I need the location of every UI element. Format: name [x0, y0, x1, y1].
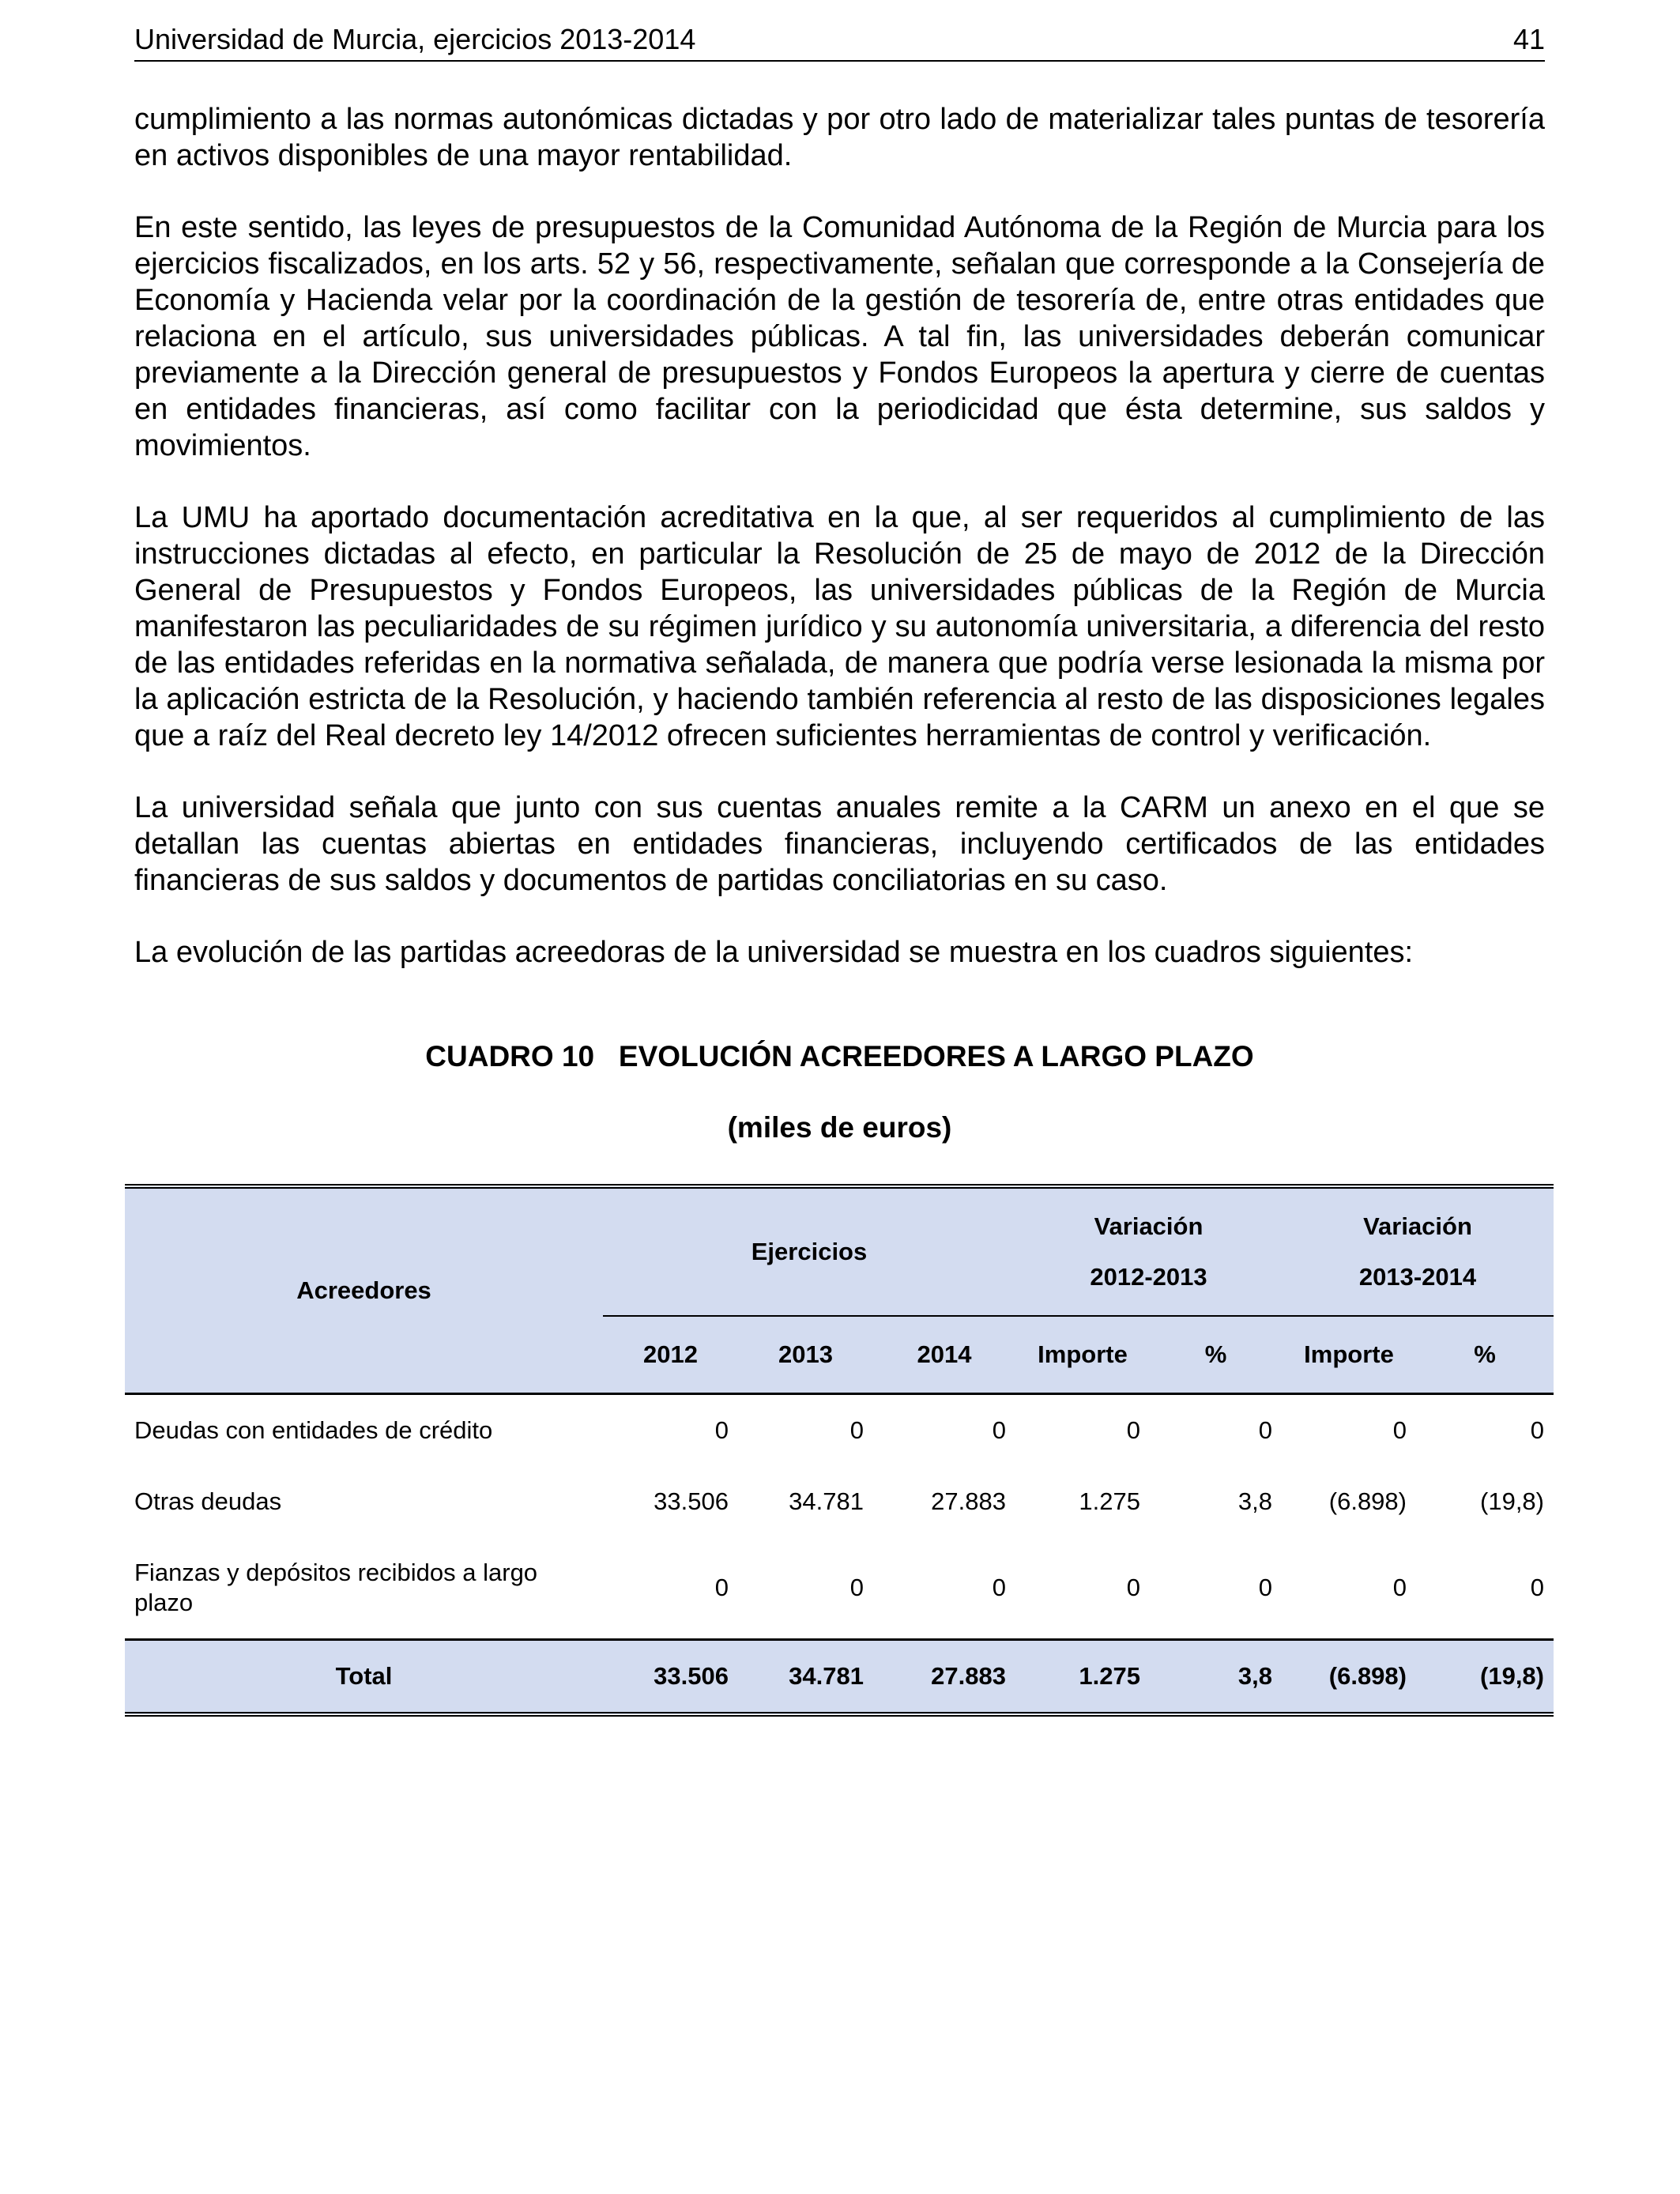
cell: 0	[992, 1574, 1006, 1601]
cell: 27.883	[931, 1487, 1006, 1515]
paragraph: La UMU ha aportado documentación acreditativa en la que, al ser requeridos al cumplimiento de las instrucciones dictadas al efecto, en particular la Resolución de 25 de mayo de 2012 de la Dirección General de Presupuestos y Fondos Europeos, las universidades públicas de la Región de Murcia manifestaron las peculiaridades de su régimen jurídico y su autonomía universitaria, a diferencia del resto de las entidades referidas en la normativa señalada, de manera que podría verse lesionada la misma por la aplicación estricta de la Resolución, y haciendo también referencia al resto de las disposiciones legales que a raíz del Real decreto ley 14/2012 ofrecen suficientes herramientas de control y verificación.	[134, 501, 1545, 752]
header-variacion-2012-2013	[1015, 1186, 1282, 1316]
total-label: Total	[125, 1640, 603, 1715]
cell: (6.898)	[1328, 1487, 1407, 1515]
header-variacion-title: Variación	[1363, 1212, 1472, 1240]
cell: 0	[849, 1574, 864, 1601]
row-label: Fianzas y depósitos recibidos a largo plazo	[134, 1559, 538, 1616]
total-cell: (6.898)	[1282, 1640, 1416, 1715]
header-variacion-period: 2012-2013	[1090, 1263, 1207, 1291]
cell: 0	[714, 1416, 729, 1444]
cell: 3,8	[1237, 1487, 1272, 1515]
page-number: 41	[1512, 23, 1545, 55]
header-title: Universidad de Murcia, ejercicios 2013-2014	[134, 23, 696, 55]
creditors-table	[125, 1184, 1554, 1717]
cell: 0	[1392, 1416, 1407, 1444]
row-label: Otras deudas	[134, 1487, 282, 1515]
col-pct-2: %	[1416, 1316, 1554, 1394]
cell: 34.781	[789, 1487, 864, 1515]
cell: 0	[1530, 1416, 1544, 1444]
cell: 0	[1392, 1574, 1407, 1601]
total-cell: 1.275	[1015, 1640, 1150, 1715]
table-total-row	[125, 1640, 1554, 1715]
cell: 0	[1258, 1416, 1272, 1444]
cell: 0	[1258, 1574, 1272, 1601]
header-acreedores	[125, 1186, 603, 1394]
col-2014: 2014	[873, 1316, 1015, 1394]
header-variacion-period: 2013-2014	[1358, 1263, 1477, 1291]
row-label: Deudas con entidades de crédito	[134, 1416, 493, 1444]
cell: 0	[1530, 1574, 1544, 1601]
cell: 0	[1126, 1416, 1140, 1444]
cell: 0	[849, 1416, 864, 1444]
header-acreedores-label: Acreedores	[296, 1276, 431, 1304]
paragraph: En este sentido, las leyes de presupuestos de la Comunidad Autónoma de la Región de Murcia para los ejercicios fiscalizados, en los arts. 52 y 56, respectivamente, señalan que corresponde a la Consejería de Economía y Hacienda velar por la coordinación de la gestión de tesorería de, entre otras entidades que relaciona en el artículo, sus universidades públicas. A tal fin, las universidades deberán comunicar previamente a la Dirección general de presupuestos y Fondos Europeos la apertura y cierre de cuentas en entidades financieras, así como facilitar con la periodicidad que ésta determine, sus saldos y movimientos.	[134, 211, 1545, 462]
col-pct-1: %	[1150, 1316, 1282, 1394]
cell: 0	[1126, 1574, 1140, 1601]
col-importe-1: Importe	[1015, 1316, 1150, 1394]
total-cell: 34.781	[738, 1640, 873, 1715]
header-variacion-2013-2014	[1282, 1186, 1554, 1316]
col-importe-2: Importe	[1282, 1316, 1416, 1394]
total-cell: 3,8	[1150, 1640, 1282, 1715]
table-header-row	[125, 1186, 1554, 1316]
cell: (19,8)	[1480, 1487, 1544, 1515]
header-variacion-title: Variación	[1094, 1212, 1203, 1240]
table-row	[125, 1537, 1554, 1640]
col-2012: 2012	[603, 1316, 738, 1394]
table-units: (miles de euros)	[727, 1111, 952, 1144]
paragraph: La universidad señala que junto con sus cuentas anuales remite a la CARM un anexo en el que se detallan las cuentas abiertas en entidades financieras, incluyendo certificados de las entidades financieras de sus saldos y documentos de partidas conciliatorias en su caso.	[134, 791, 1545, 897]
paragraph: La evolución de las partidas acreedoras de la universidad se muestra en los cuadros siguientes:	[134, 936, 1414, 969]
table-row	[125, 1466, 1554, 1537]
cell: 1.275	[1079, 1487, 1140, 1515]
paragraph: cumplimiento a las normas autonómicas dictadas y por otro lado de materializar tales puntas de tesorería en activos disponibles de una mayor rentabilidad.	[134, 103, 1545, 172]
cell: 0	[992, 1416, 1006, 1444]
body-text	[134, 101, 1545, 1006]
table-row	[125, 1394, 1554, 1467]
header-ejercicios: Ejercicios	[603, 1186, 1015, 1316]
table-caption: CUADRO 10 EVOLUCIÓN ACREEDORES A LARGO PLAZO	[425, 1040, 1254, 1072]
total-cell: 33.506	[603, 1640, 738, 1715]
page-header	[134, 22, 1545, 62]
total-cell: 27.883	[873, 1640, 1015, 1715]
col-2013: 2013	[738, 1316, 873, 1394]
cell: 0	[714, 1574, 729, 1601]
total-cell: (19,8)	[1416, 1640, 1554, 1715]
cell: 33.506	[654, 1487, 729, 1515]
